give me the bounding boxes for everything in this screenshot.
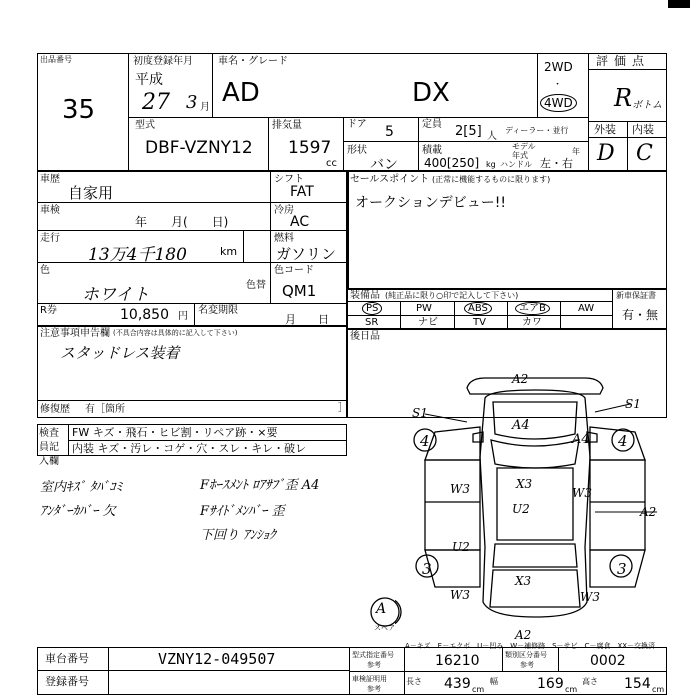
- name-change-label: 名変期限: [198, 305, 238, 316]
- notes-text: スタッドレス装着: [60, 344, 180, 362]
- width: 169: [537, 676, 564, 692]
- interior-label: 内装: [632, 123, 654, 136]
- spare-label: スペア: [374, 624, 395, 632]
- recycle: 10,850: [120, 307, 169, 323]
- handle: 左・右: [540, 157, 573, 170]
- damage-mark-lf-wheel: 4: [420, 432, 430, 450]
- color-code-label: 色コード: [274, 265, 314, 276]
- chassis-number: VZNY12-049507: [158, 650, 276, 668]
- mileage-label: 走行: [40, 233, 60, 244]
- fuel-label: 燃料: [274, 233, 294, 244]
- repair-label: 修復歴: [40, 404, 70, 415]
- grade: DX: [412, 78, 450, 108]
- shift-label: シフト: [274, 174, 304, 185]
- equip-aw: AW: [578, 303, 595, 314]
- type-num-label: 型式指定番号: [352, 651, 394, 659]
- after-label: 後日品: [350, 331, 380, 342]
- damage-mark-right-fender: A4: [572, 432, 590, 447]
- interior-grade: C: [636, 141, 653, 166]
- eval-value: R: [614, 84, 633, 112]
- color-code: QM1: [282, 282, 317, 300]
- hand-note-left1: 室内ｷｽﾞ ﾀﾊﾞｺﾐ: [40, 480, 123, 495]
- damage-mark-rear-bumper: A2: [515, 628, 532, 642]
- history: 自家用: [68, 184, 114, 202]
- class-num-label: 類別区分番号: [505, 651, 547, 659]
- mileage: 13万4千180: [88, 245, 187, 265]
- model-year-label: モデル年式: [512, 142, 536, 160]
- cc-unit: cc: [326, 158, 337, 169]
- notes-sub: (不具合内容は具体的に記入して下さい): [113, 329, 238, 337]
- recycle-label: R券: [40, 305, 57, 316]
- reg-number-label: 登録番号: [45, 675, 89, 688]
- spare-mark: A: [376, 601, 387, 617]
- damage-mark-left-rear: U2: [452, 540, 470, 554]
- capacity: 2[5]: [455, 124, 482, 139]
- damage-mark-right-quarter: W3: [580, 590, 600, 604]
- damage-mark-rf-wheel: 4: [618, 432, 628, 450]
- era: 平成: [135, 72, 163, 88]
- equip-navi: ナビ: [418, 317, 438, 328]
- equip-tv: TV: [473, 317, 486, 328]
- equip-ps: PS: [362, 302, 382, 315]
- month-unit: 月: [200, 102, 210, 113]
- body: バン: [370, 157, 398, 173]
- repair: 有［箇所: [85, 404, 125, 415]
- reg-year: 27: [142, 90, 170, 115]
- notes-label: 注意事項申告欄: [40, 328, 110, 339]
- height-label: 高さ: [582, 677, 598, 686]
- reg-month: 3: [186, 92, 198, 113]
- name-change: 月 日: [285, 313, 329, 326]
- shift: FAT: [290, 184, 314, 200]
- cert-label: 車検証明用: [352, 675, 387, 683]
- lot-label: 出品番号: [40, 55, 72, 64]
- drive-2wd: 2WD: [544, 60, 573, 74]
- damage-mark-right-door: W3: [572, 486, 592, 500]
- ac: AC: [290, 214, 310, 230]
- eval-sub: ボトム: [632, 100, 662, 111]
- sales-label: セールスポイント: [350, 174, 430, 185]
- length: 439: [444, 676, 471, 692]
- equip-abs: ABS: [464, 302, 492, 315]
- sales-sub: (正常に機能するものに限ります): [432, 175, 551, 184]
- equipment-sub: (純正品に限り○印で記入して下さい): [385, 291, 519, 300]
- yen-unit: 円: [178, 311, 188, 322]
- cert-ref: 参考: [367, 685, 381, 693]
- equip-pw: PW: [416, 303, 432, 314]
- color-label: 色: [40, 265, 50, 276]
- displacement: 1597: [288, 138, 332, 158]
- repair-end: ］: [338, 403, 348, 414]
- exterior-grade: D: [597, 141, 615, 166]
- hand-note-left2: ｱﾝﾀﾞｰｶﾊﾞｰ 欠: [40, 504, 116, 519]
- load: 400[250]: [424, 156, 480, 170]
- km-unit: km: [220, 245, 238, 258]
- equip-sr: SR: [365, 317, 379, 328]
- eval-label: 評価点: [596, 54, 651, 68]
- length-unit: cm: [472, 685, 485, 694]
- corner-mark: [668, 0, 690, 8]
- drive-4wd: 4WD: [540, 94, 577, 112]
- capacity-label: 定員: [422, 119, 442, 130]
- doors-label: ドア: [347, 119, 367, 130]
- year-unit: 年: [572, 147, 580, 156]
- damage-mark-right-front: S1: [625, 397, 641, 411]
- hand-note-mid2: Fｻｲﾄﾞﾒﾝﾊﾞｰ 歪: [200, 504, 285, 519]
- warranty-label: 新車保証書: [616, 291, 656, 300]
- damage-mark-tailgate: X3: [515, 574, 532, 588]
- damage-mark-left-door: W3: [450, 482, 470, 496]
- sales-text: オークションデビュー!!: [355, 195, 506, 211]
- kg-unit: kg: [486, 160, 496, 169]
- class-number: 0002: [590, 653, 626, 669]
- model-label: 型式: [135, 120, 155, 131]
- damage-mark-right-side: A2: [640, 505, 657, 519]
- inspector-label: 検査員記入欄: [39, 428, 59, 467]
- chassis-label: 車台番号: [45, 652, 89, 665]
- damage-mark-lr-wheel: 3: [422, 560, 432, 578]
- dealer-label: ディーラー・並行: [505, 126, 569, 135]
- notes-frame: [37, 326, 347, 418]
- height-unit: cm: [652, 685, 665, 694]
- car-name: AD: [222, 78, 260, 108]
- damage-mark-rr-wheel: 3: [617, 560, 627, 578]
- inspection-label: 車検: [40, 205, 60, 216]
- warranty: 有・無: [622, 308, 659, 322]
- damage-mark-left-front: S1: [412, 406, 428, 420]
- doors: 5: [385, 124, 394, 140]
- lot-number: 35: [62, 95, 96, 125]
- car-name-label: 車名・グレード: [218, 56, 288, 67]
- length-label: 長さ: [406, 677, 422, 686]
- damage-legend: A－キズ E－エクボ U－凹み W－補修跡 S－サビ C－腐食 XX－交換済: [405, 642, 656, 650]
- type-num-ref: 参考: [367, 661, 381, 669]
- width-unit: cm: [565, 685, 578, 694]
- fuel: ガソリン: [276, 245, 337, 263]
- body-label: 形状: [347, 145, 367, 156]
- hand-note-mid1: Fﾎｰｽﾒﾝﾄ ﾛｱｻﾌﾞ歪 A4: [200, 478, 320, 493]
- damage-mark-left-quarter: W3: [450, 588, 470, 602]
- damage-mark-hood: A4: [512, 418, 530, 433]
- history-label: 車歴: [40, 174, 60, 185]
- width-label: 幅: [490, 677, 498, 686]
- equipment-label: 装備品: [350, 290, 380, 301]
- displacement-label: 排気量: [272, 120, 302, 131]
- model: DBF-VZNY12: [145, 138, 253, 158]
- class-num-ref: 参考: [520, 661, 534, 669]
- first-reg-label: 初度登録年月: [133, 56, 193, 67]
- damage-mark-roof: X3: [516, 477, 533, 491]
- capacity-unit: 人: [487, 131, 497, 142]
- equip-airbag: エアB: [515, 302, 550, 315]
- drive-dot: ・: [553, 80, 563, 90]
- inspection: 年 月( 日): [135, 215, 229, 229]
- handle-label: ハンドル: [500, 160, 532, 169]
- exterior-label: 外装: [594, 123, 616, 136]
- height: 154: [624, 676, 651, 692]
- inspector-row2: 内装 キズ・汚レ・コゲ・穴・スレ・キレ・破レ: [72, 442, 307, 455]
- ac-label: 冷房: [274, 205, 294, 216]
- hand-note-mid3: 下回り ｱﾝｼｮｸ: [200, 528, 276, 543]
- type-number: 16210: [435, 653, 480, 669]
- inspector-row1: FW キズ・飛石・ヒビ割・リペア跡・×要: [72, 426, 278, 439]
- color: ホワイト: [82, 285, 150, 305]
- load-label: 積載: [422, 145, 442, 156]
- damage-mark-front-bumper: A2: [512, 372, 529, 386]
- color-swap-label: 色替: [246, 280, 266, 291]
- damage-mark-roof-u: U2: [512, 502, 530, 516]
- equip-leather: カワ: [522, 317, 542, 328]
